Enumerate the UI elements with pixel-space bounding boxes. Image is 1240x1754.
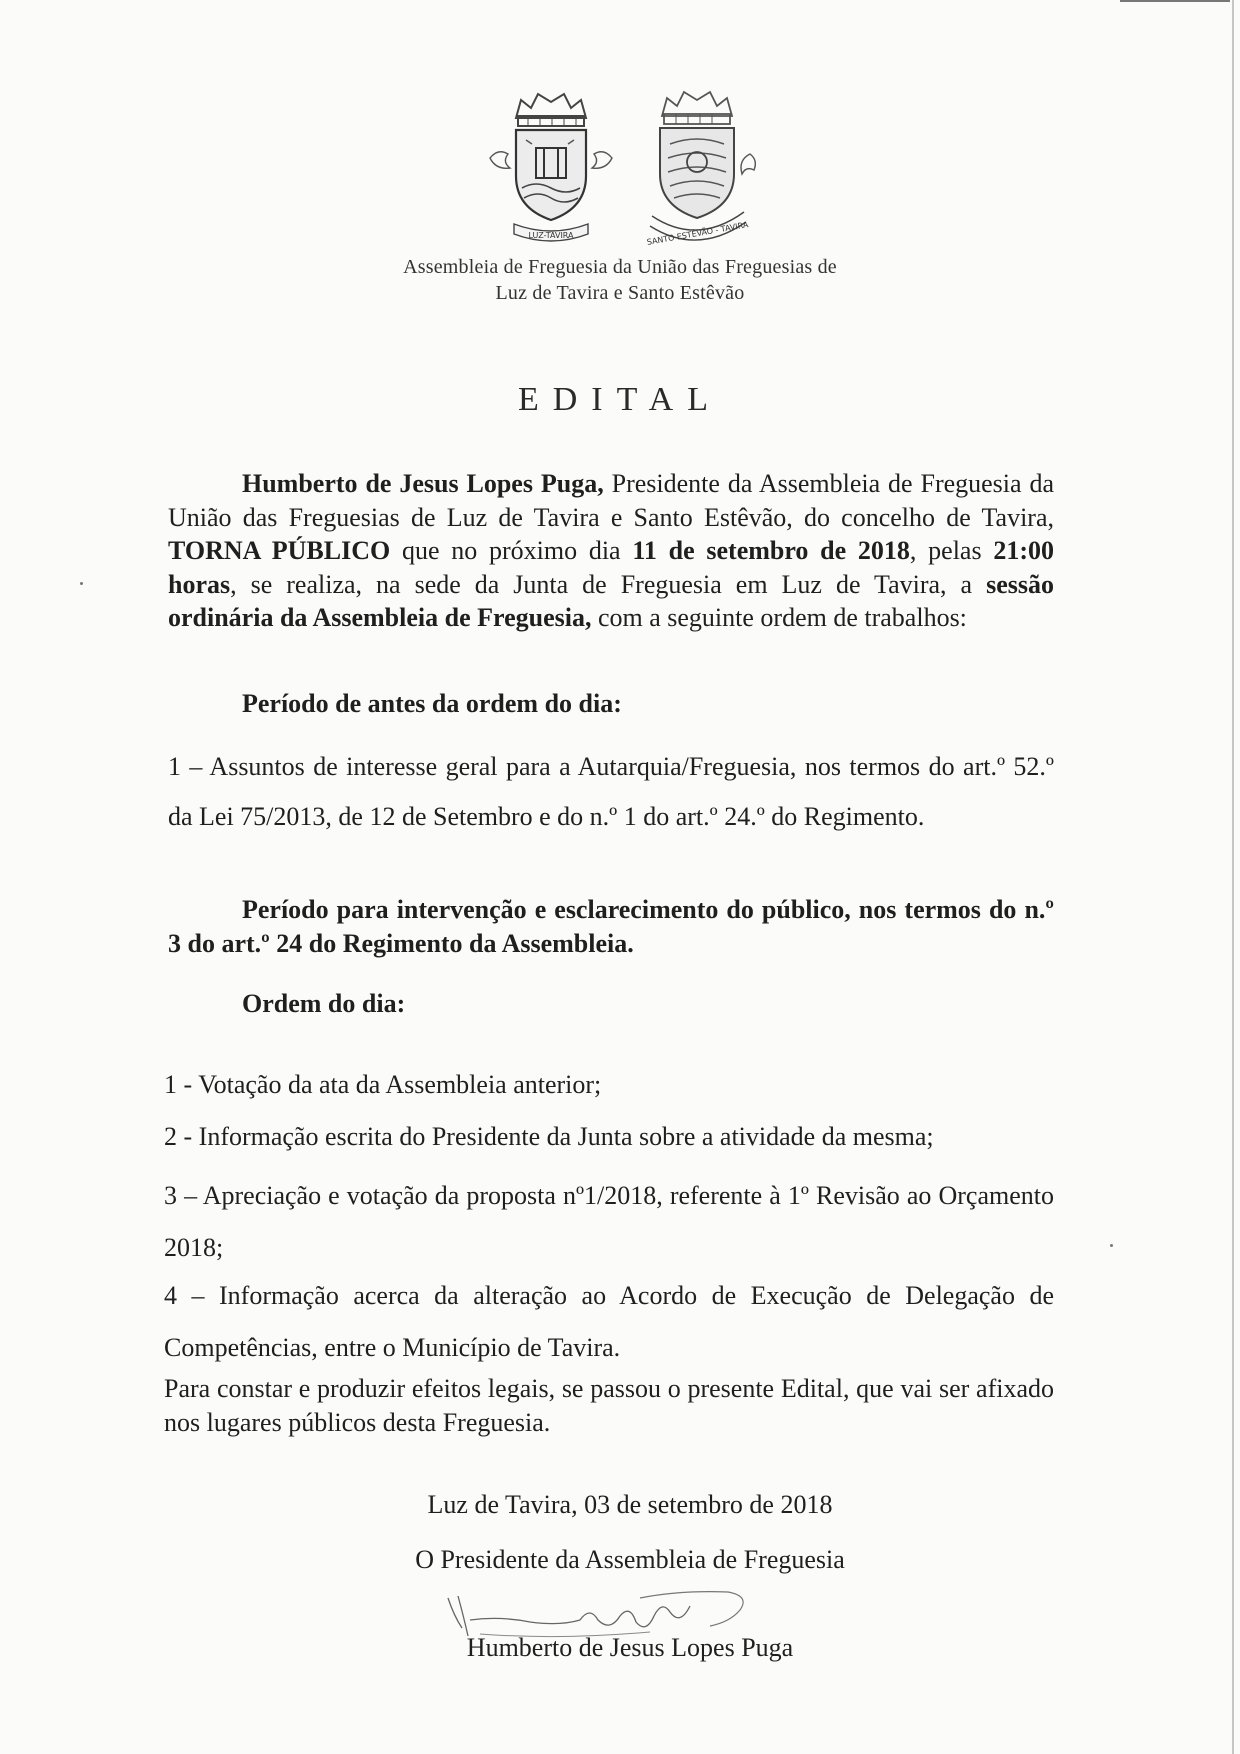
periodo-publico-text: Período para intervenção e esclarecimento do público, nos termos do n.º 3 do art.º 24 do Regimento da Assembleia. <box>168 895 1054 958</box>
intro-text: , pelas <box>909 536 994 565</box>
session-time: 21:00 horas <box>168 536 1054 599</box>
place-and-date: Luz de Tavira, 03 de setembro de 2018 <box>427 1490 833 1519</box>
list-item: 3 – Apreciação e votação da proposta nº1/2018, referente à 1º Revisão ao Orçamento 2018; <box>164 1181 1054 1262</box>
session-date: 11 de setembro de 2018 <box>632 536 910 565</box>
signer-role: O Presidente da Assembleia de Freguesia <box>415 1545 845 1574</box>
organization-name-line2: Luz de Tavira e Santo Estêvão <box>495 282 745 304</box>
ordem-do-dia-heading <box>168 987 1054 1021</box>
intro-paragraph <box>168 467 1054 635</box>
intro-text: que no próximo dia <box>390 536 633 565</box>
scan-speck <box>1110 1244 1113 1247</box>
intro-text: com a seguinte ordem de trabalhos: <box>591 603 967 632</box>
scan-speck <box>80 582 83 585</box>
periodo-antes-item: 1 – Assuntos de interesse geral para a Autarquia/Freguesia, nos termos do art.º 52.º da Lei 75/2013, de 12 de Setembro e do n.º 1 do art.º 24.º do Regimento. <box>168 752 1054 831</box>
scan-edge-top <box>1120 0 1230 2</box>
intro-text: , se realiza, na sede da Junta de Freguesia em Luz de Tavira, a <box>230 569 987 599</box>
svg-text:LUZ-TAVIRA: LUZ-TAVIRA <box>528 231 574 240</box>
list-item: 4 – Informação acerca da alteração ao Acordo de Execução de Delegação de Competências, entre o Município de Tavira. <box>164 1281 1054 1362</box>
periodo-antes-heading <box>168 687 1054 721</box>
session-type: sessão ordinária da Assembleia de Freguesia, <box>168 569 1054 632</box>
organization-name-line1: Assembleia de Freguesia da União das Freguesias de <box>403 256 837 278</box>
torna-publico: TORNA PÚBLICO <box>168 536 391 565</box>
svg-text:SANTO ESTÊVÃO - TAVIRA: SANTO ESTÊVÃO - TAVIRA <box>646 220 749 247</box>
coat-of-arms-santo-estevao-icon <box>622 88 772 248</box>
president-name: Humberto de Jesus Lopes Puga, <box>242 469 604 498</box>
document-title: EDITAL <box>517 381 722 418</box>
list-item: 2 - Informação escrita do Presidente da Junta sobre a atividade da mesma; <box>164 1122 934 1151</box>
signer-name: Humberto de Jesus Lopes Puga <box>466 1633 794 1662</box>
intro-text: Presidente da Assembleia de Freguesia da União das Freguesias de Luz de Tavira e Santo Estêvão, do concelho de Tavira, <box>168 469 1055 532</box>
header-crests <box>476 88 776 248</box>
list-item: 1 - Votação da ata da Assembleia anterior; <box>164 1070 602 1099</box>
periodo-antes-text: Período de antes da ordem do dia: <box>242 689 622 718</box>
coat-of-arms-luz-tavira-icon <box>476 88 626 248</box>
periodo-publico-heading <box>168 893 1054 960</box>
ordem-do-dia-text: Ordem do dia: <box>242 989 406 1018</box>
closing-paragraph: Para constar e produzir efeitos legais, se passou o presente Edital, que vai ser afixado nos lugares públicos desta Freguesia. <box>164 1374 1054 1437</box>
